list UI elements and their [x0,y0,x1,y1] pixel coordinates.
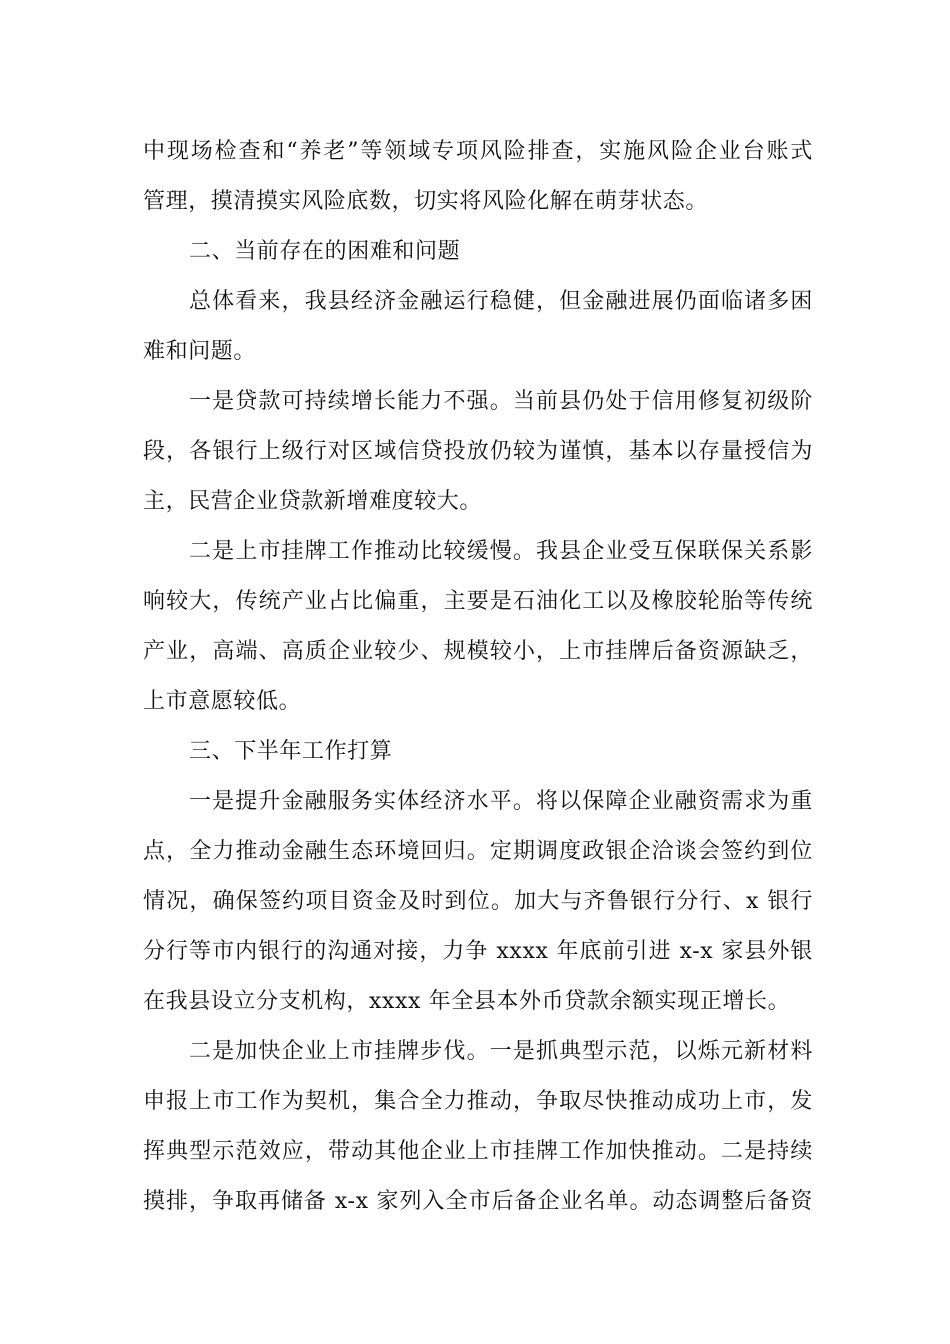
body-text-line: 中现场检查和“养老”等领域专项风险排查，实施风险企业台账式 [143,139,813,164]
body-text-line: 挥典型示范效应，带动其他企业上市挂牌工作加快推动。二是持续 [143,1139,813,1164]
body-text-line: 上市意愿较低。 [143,689,302,714]
body-text-line: 响较大，传统产业占比偏重，主要是石油化工以及橡胶轮胎等传统 [143,589,813,614]
section-heading: 二、当前存在的困难和问题 [189,239,461,264]
section-heading: 三、下半年工作打算 [189,739,393,764]
paragraph-first-line: 一是提升金融服务实体经济水平。将以保障企业融资需求为重 [189,789,813,814]
paragraph-first-line: 总体看来，我县经济金融运行稳健，但金融进展仍面临诸多困 [189,289,813,314]
paragraph-first-line: 二是上市挂牌工作推动比较缓慢。我县企业受互保联保关系影 [189,539,813,564]
body-text-line: 产业，高端、高质企业较少、规模较小，上市挂牌后备资源缺乏， [143,639,813,664]
body-text-line: 主，民营企业贷款新增难度较大。 [143,489,483,514]
body-text-line: 摸排，争取再储备 x-x 家列入全市后备企业名单。动态调整后备资 [143,1189,813,1214]
body-text-line: 申报上市工作为契机，集合全力推动，争取尽快推动成功上市，发 [143,1089,813,1114]
body-text-line: 难和问题。 [143,339,257,364]
paragraph-first-line: 二是加快企业上市挂牌步伐。一是抓典型示范，以烁元新材料 [189,1039,813,1064]
document-body [143,127,813,1227]
body-text-line: 分行等市内银行的沟通对接，力争 xxxx 年底前引进 x-x 家县外银 [143,939,813,964]
body-text-line: 在我县设立分支机构，xxxx 年全县本外币贷款余额实现正增长。 [143,989,791,1014]
paragraph-first-line: 一是贷款可持续增长能力不强。当前县仍处于信用修复初级阶 [189,389,813,414]
body-text-line: 段，各银行上级行对区域信贷投放仍较为谨慎，基本以存量授信为 [143,439,813,464]
body-text-line: 管理，摸清摸实风险底数，切实将风险化解在萌芽状态。 [143,189,709,214]
body-text-line: 点，全力推动金融生态环境回归。定期调度政银企洽谈会签约到位 [143,839,813,864]
body-text-line: 情况，确保签约项目资金及时到位。加大与齐鲁银行分行、x 银行 [143,889,813,914]
